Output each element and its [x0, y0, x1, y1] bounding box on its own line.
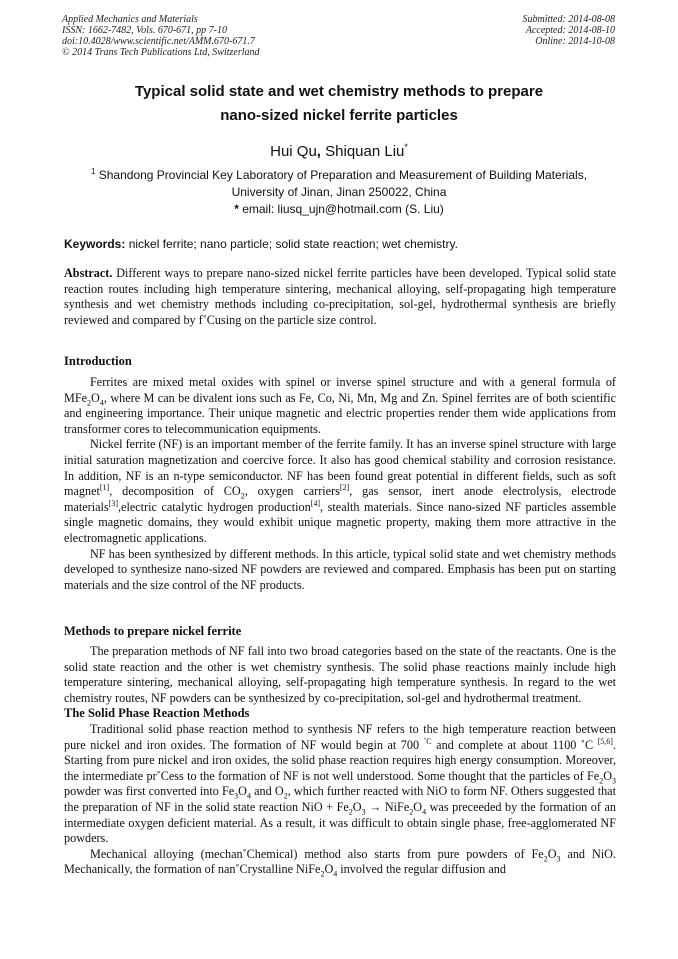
introduction-body [64, 375, 616, 593]
solid-phase-subheading: The Solid Phase Reaction Methods [64, 706, 250, 721]
paper-title [40, 80, 638, 128]
dates-header [523, 14, 616, 47]
copyright-line: © 2014 Trans Tech Publications Ltd, Switzerland [62, 47, 260, 58]
issn-line: ISSN: 1662-7482, Vols. 670-671, pp 7-10 [62, 25, 227, 36]
introduction-heading: Introduction [64, 354, 132, 368]
author-list [40, 137, 638, 162]
affiliation-mark: 1 [90, 167, 96, 176]
methods-heading: Methods to prepare nickel ferrite [64, 624, 242, 638]
citation: [5,6] [597, 736, 613, 746]
abstract-text: Different ways to prepare nano-sized nickel ferrite particles have been developed. Typical solid state reaction routes including high temperature sintering, mechanical alloying, self-propagating high temperature synthesis and wet chemistry methods including co-precipitation, sol-gel, hydrothermal synthesis are briefly reviewed and compared by f˚Cusing on the particle size control. [64, 266, 616, 327]
author-2: Shiquan Liu [325, 143, 405, 160]
citation: [2] [339, 483, 350, 493]
abstract-label: Abstract. [64, 266, 113, 280]
email-mark: * [234, 202, 239, 216]
intro-paragraph-3: NF has been synthesized by different methods. In this article, typical solid state and wet chemistry methods developed to synthesize nano-sized NF powders are reviewed and compared. Emphasis has been put on starting materials and the size control of the NF products. [64, 546, 616, 592]
affiliation-line-1: Shandong Provincial Key Laboratory of Preparation and Measurement of Building Materials, [98, 168, 588, 182]
title-line-2: nano-sized nickel ferrite particles [220, 107, 458, 124]
citation: [3] [108, 498, 118, 508]
journal-name: Applied Mechanics and Materials [62, 14, 198, 25]
email-text: email: liusq_ujn@hotmail.com (S. Liu) [242, 202, 444, 216]
methods-body [64, 644, 616, 878]
intro-paragraph-2: Nickel ferrite (NF) is an important member of the ferrite family. It has an inverse spinel structure with large initial saturation magnetization and coercive force. It also has good chemical stability and corrosion resistance. In addition, NF is an n-type semiconductor. NF has been found great potential in different fields, such as soft magnet[1], decomposition of $CO_2$, oxygen carriers[2], gas sensor, inert anode electrolysis, electrode materials[3],electric catalytic hydrogen production[4], stealth materials. Since nano-sized NF particles assemble single magnetic domains, they would exhibit unique magnetic property, making them more attractive in the electromagnetic applications. [64, 437, 616, 545]
author-separator: , [316, 143, 321, 160]
keywords-text: nickel ferrite; nano particle; solid state reaction; wet chemistry. [128, 237, 458, 251]
doi-line: doi:10.4028/www.scientific.net/AMM.670-671.7 [62, 36, 255, 47]
keywords [64, 236, 616, 253]
methods-paragraph-2: Traditional solid phase reaction method to synthesis NF refers to the high temperature reaction between pure nickel and iron oxides. The formation of NF would begin at 700 $^{˚C}$ and complete at about 1100 ˚C [5,6]. Starting from pure nickel and iron oxides, the solid phase reaction requires high energy consumption. Moreover, the intermediate pr˚Cess to the formation of NF is not well understood. Some thought that the particles of $Fe_2O_3$ powder was first converted into $Fe_3O_4$ and $O_2$, which further reacted with NiO to form NF. Others suggested that the preparation of NF in the solid state reaction NiO + $Fe_2O_3$ → $NiFe_2O_4$ was preceeded by the formation of an intermediate oxygen deficient material. As a result, it was difficult to obtain single phase, free-agglomerated NF powders. [64, 721, 617, 846]
submitted-date: Submitted: 2014-08-08 [522, 14, 615, 25]
methods-paragraph-3: Mechanical alloying (mechan˚Chemical) method also starts from pure powders of $Fe_2O_3$ and NiO. Mechanically, the formation of nan˚Crystalline $NiFe_2O_4$ involved the regular diffusion and [64, 846, 616, 879]
corresponding-mark: * [404, 142, 408, 152]
methods-paragraph-1: The preparation methods of NF fall into two broad categories based on the state of the reactants. One is the solid state reaction and the other is wet chemistry synthesis. The solid phase reactions mainly include high temperature sintering, mechanical alloying, self-propagating high temperature synthesis. In regard to the wet chemistry routes, NF powders can be synthesized by co-precipitation, sol-gel and hydrothermal treatment. [64, 644, 616, 705]
journal-header [62, 14, 260, 58]
affiliation [60, 163, 618, 201]
citation: [1] [99, 483, 110, 493]
author-1: Hui Qu [270, 143, 317, 160]
intro-paragraph-1: Ferrites are mixed metal oxides with spinel or inverse spinel structure and with a general formula of $MFe_2O_4$, where M can be divalent ions such as Fe, Co, Ni, Mn, Mg and Zn. Spinel ferrites are of both scientific and engineering importance. Their unique magnetic and electric properties render them wide applications from transformer cores to telecommunication equipments. [64, 375, 616, 436]
accepted-date: Accepted: 2014-08-10 [525, 25, 615, 36]
affiliation-line-2: University of Jinan, Jinan 250022, China [231, 185, 447, 199]
keywords-label: Keywords: [64, 237, 126, 251]
abstract [64, 266, 616, 328]
citation: [4] [310, 498, 321, 508]
online-date: Online: 2014-10-08 [535, 36, 615, 47]
title-line-1: Typical solid state and wet chemistry methods to prepare [134, 83, 544, 100]
contact-email [60, 201, 618, 218]
